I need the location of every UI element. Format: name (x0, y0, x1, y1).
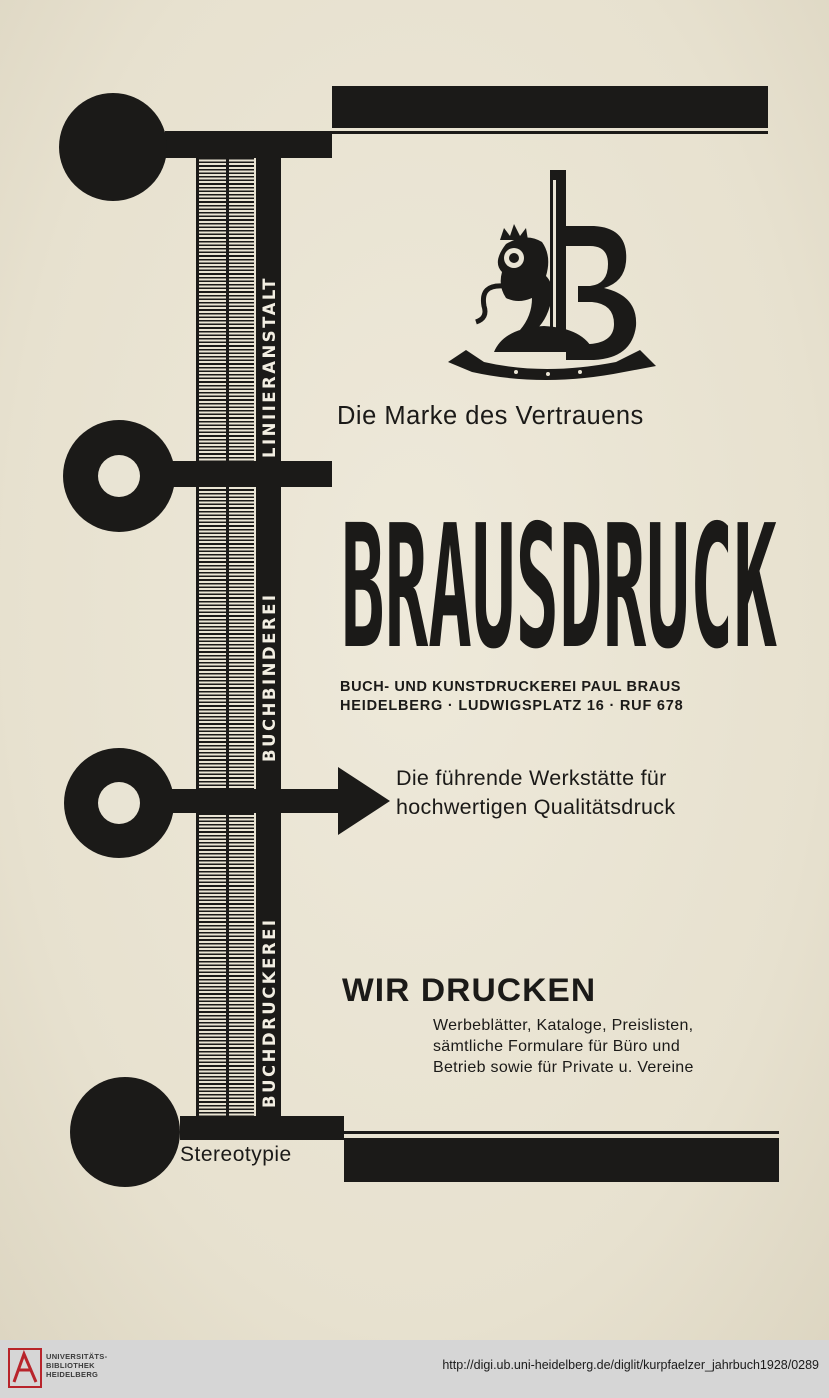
brand-wordmark (338, 486, 780, 668)
top-heavy-bar (332, 86, 768, 128)
slogan-line-1: Die führende Werkstätte für (396, 766, 667, 790)
ring-upper-connector (172, 461, 332, 487)
ring-hole-lower (98, 782, 140, 824)
tagline: Die Marke des Vertrauens (337, 402, 644, 430)
brand-text: BRAUSDRUCK (341, 489, 777, 668)
library-name: UNIVERSITÄTS- BIBLIOTHEK HEIDELBERG (46, 1352, 108, 1379)
services-line-1: Werbeblätter, Kataloge, Preislisten, (433, 1017, 694, 1034)
services-line-2: sämtliche Formulare für Büro und (433, 1038, 681, 1055)
ruled-column-left (199, 158, 226, 1116)
bottom-connector-bar (180, 1116, 344, 1140)
bottom-disc (70, 1077, 180, 1187)
ub-heidelberg-logo-icon (8, 1348, 42, 1388)
bottom-heavy-bar (344, 1138, 779, 1182)
bottom-thin-rule (344, 1131, 779, 1134)
arrow-right-icon (338, 767, 390, 835)
label-buchdruckerei: BUCHDRUCKEREI (260, 917, 279, 1108)
services-line-3: Betrieb sowie für Private u. Vereine (433, 1059, 694, 1076)
stereotypie-label: Stereotypie (180, 1143, 292, 1166)
column-outer-rule (196, 158, 199, 1116)
company-name: BUCH- UND KUNSTDRUCKEREI PAUL BRAUS (340, 679, 682, 695)
slogan-line-2: hochwertigen Qualitätsdruck (396, 795, 676, 819)
top-disc (59, 93, 167, 201)
top-thin-rule (332, 131, 768, 134)
arrow-shaft (172, 789, 344, 813)
top-connector-bar (165, 131, 332, 158)
footer-bar (0, 1340, 829, 1398)
label-liniieranstalt: LINIIERANSTALT (260, 276, 279, 458)
column-divider (226, 158, 229, 1116)
label-buchbinderei: BUCHBINDEREI (260, 592, 279, 762)
lion-and-b-emblem-icon (444, 166, 660, 386)
services-heading: WIR DRUCKEN (342, 972, 597, 1008)
source-url-link[interactable]: http://digi.ub.uni-heidelberg.de/diglit/kurpfaelzer_jahrbuch1928/0289 (442, 1358, 819, 1372)
ruled-column-mid (229, 158, 254, 1116)
ring-hole-upper (98, 455, 140, 497)
company-address: HEIDELBERG · LUDWIGSPLATZ 16 · RUF 678 (340, 698, 684, 714)
